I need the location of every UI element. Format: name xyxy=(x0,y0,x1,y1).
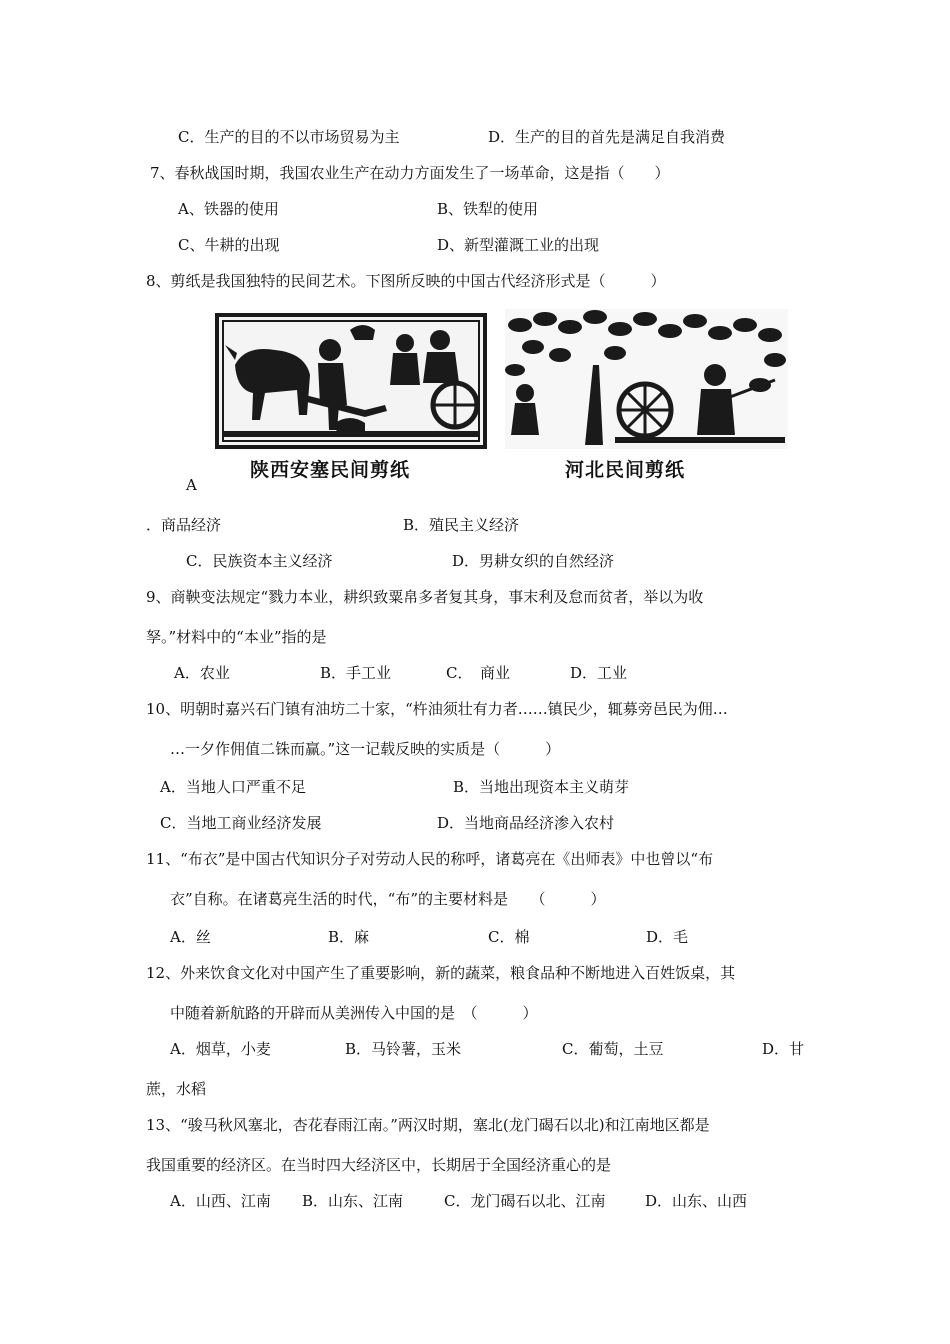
q13-option-c: C．龙门碣石以北、江南 xyxy=(444,1192,606,1210)
q7-option-c: C、牛耕的出现 xyxy=(178,236,280,254)
q10-stem-line2: …一夕作佣值二铢而赢。”这一记载反映的实质是（ ） xyxy=(170,740,561,758)
q11-stem-line1: 11、“布衣”是中国古代知识分子对劳动人民的称呼，诸葛亮在《出师表》中也曾以“布 xyxy=(146,850,714,868)
q8-option-a-text: ．商品经济 xyxy=(146,516,222,534)
q12-option-a: A．烟草，小麦 xyxy=(170,1040,271,1058)
q9-option-a: A．农业 xyxy=(174,664,230,682)
q7-option-b: B、铁犁的使用 xyxy=(437,200,539,218)
q9-option-d: D．工业 xyxy=(570,664,628,682)
q8-option-d: D．男耕女织的自然经济 xyxy=(452,552,615,570)
q10-stem-line1: 10、明朝时嘉兴石门镇有油坊二十家，“杵油须壮有力者……镇民少，辄募旁邑民为佣… xyxy=(146,700,728,718)
q8-option-c: C．民族资本主义经济 xyxy=(186,552,333,570)
q12-stem-line2: 中随着新航路的开辟而从美洲传入中国的是 （ ） xyxy=(170,1004,538,1022)
q9-stem-line2: 孥。”材料中的“本业”指的是 xyxy=(146,628,327,646)
q10-option-b: B．当地出现资本主义萌芽 xyxy=(453,778,630,796)
q10-option-c: C．当地工商业经济发展 xyxy=(160,814,322,832)
q11-option-d: D．毛 xyxy=(646,928,689,946)
q6-option-c: C．生产的目的不以市场贸易为主 xyxy=(178,128,400,146)
q12-option-d-part2: 蔗，水稻 xyxy=(146,1080,207,1098)
q6-option-d: D．生产的目的首先是满足自我消费 xyxy=(488,128,726,146)
q8-option-b: B．殖民主义经济 xyxy=(403,516,520,534)
q9-option-b: B．手工业 xyxy=(320,664,392,682)
q7-stem: 7、春秋战国时期，我国农业生产在动力方面发生了一场革命，这是指（ ） xyxy=(150,164,670,182)
q7-option-a: A、铁器的使用 xyxy=(178,200,279,218)
q11-option-b: B．麻 xyxy=(328,928,370,946)
q11-stem-line2: 衣”自称。在诸葛亮生活的时代，“布”的主要材料是 （ ） xyxy=(170,890,606,908)
q8-stem: 8、剪纸是我国独特的民间艺术。下图所反映的中国古代经济形式是（ ） xyxy=(146,272,666,290)
q12-stem-line1: 12、外来饮食文化对中国产生了重要影响，新的蔬菜，粮食品种不断地进入百姓饭桌，其 xyxy=(146,964,736,982)
q13-stem-line1: 13、“骏马秋风塞北，杏花春雨江南。”两汉时期，塞北(龙门碣石以北)和江南地区都是 xyxy=(146,1116,710,1134)
q9-stem-line1: 9、商鞅变法规定“戮力本业，耕织致粟帛多者复其身，事末利及怠而贫者，举以为收 xyxy=(146,588,704,606)
q11-option-a: A．丝 xyxy=(170,928,211,946)
right-paper-cut xyxy=(505,309,788,449)
q11-option-c: C．棉 xyxy=(488,928,530,946)
q12-option-d-part1: D．甘 xyxy=(762,1040,805,1058)
caption-right: 河北民间剪纸 xyxy=(565,459,686,481)
q8-option-a-letter: A xyxy=(186,476,197,494)
q13-stem-line2: 我国重要的经济区。在当时四大经济区中，长期居于全国经济重心的是 xyxy=(146,1156,612,1174)
q9-option-c: C． 商业 xyxy=(446,664,510,682)
q13-option-a: A．山西、江南 xyxy=(170,1192,271,1210)
q12-option-c: C．葡萄，土豆 xyxy=(562,1040,664,1058)
left-paper-cut xyxy=(217,315,485,447)
q12-option-b: B．马铃薯，玉米 xyxy=(345,1040,462,1058)
q13-option-d: D．山东、山西 xyxy=(645,1192,748,1210)
q7-option-d: D、新型灌溉工业的出现 xyxy=(437,236,600,254)
q10-option-d: D．当地商品经济渗入农村 xyxy=(437,814,615,832)
q13-option-b: B．山东、江南 xyxy=(302,1192,404,1210)
caption-left: 陕西安塞民间剪纸 xyxy=(250,459,411,481)
q10-option-a: A．当地人口严重不足 xyxy=(160,778,306,796)
paper-cut-figure xyxy=(215,305,790,485)
